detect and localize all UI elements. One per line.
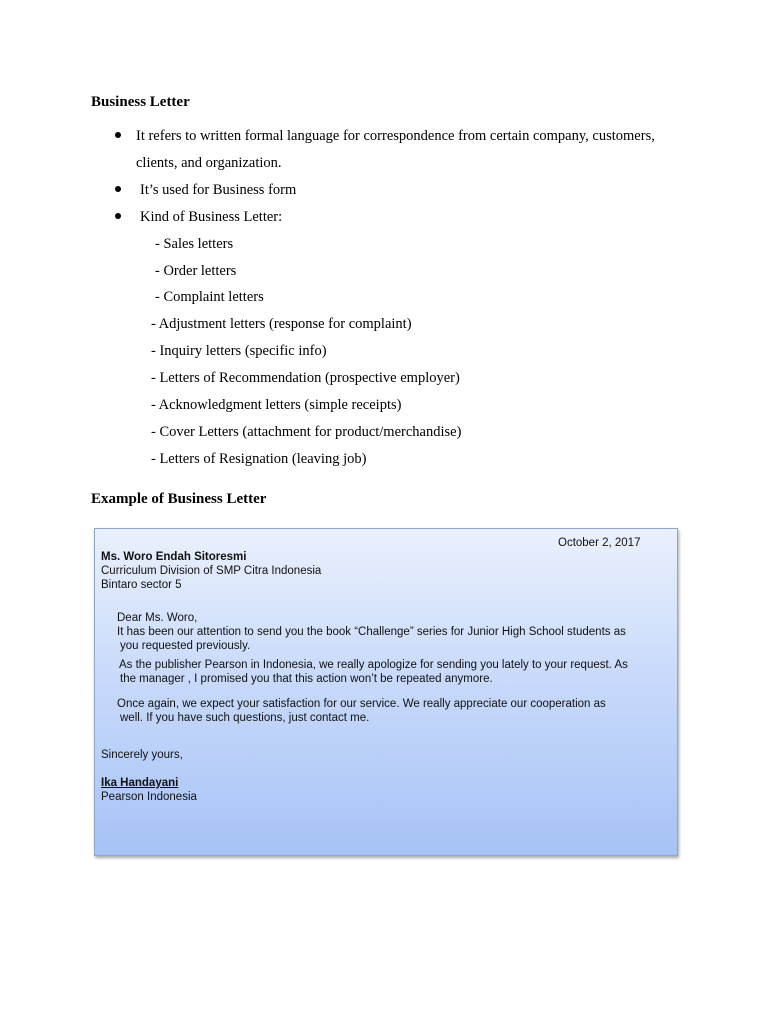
section-title-business-letter: Business Letter (91, 94, 190, 110)
paragraph-1-line-1: It has been our attention to send you the book “Challenge” series for Junior High School students as (117, 626, 626, 638)
bullet-2-text: It’s used for Business form (140, 182, 297, 198)
letter-date: October 2, 2017 (558, 537, 641, 549)
recipient-address: Bintaro sector 5 (101, 579, 182, 591)
bullet-1-line-2: clients, and organization. (136, 155, 282, 171)
paragraph-1-line-2: you requested previously. (120, 640, 251, 652)
signer-name: Ika Handayani (101, 777, 179, 789)
paragraph-3-line-2: well. If you have such questions, just contact me. (120, 712, 370, 724)
section-title-example: Example of Business Letter (91, 491, 267, 507)
paragraph-3-line-1: Once again, we expect your satisfaction for our service. We really appreciate our cooperation as (117, 698, 606, 710)
kind-item: - Complaint letters (155, 289, 264, 305)
recipient-name: Ms. Woro Endah Sitoresmi (101, 551, 247, 563)
bullet-icon (115, 213, 121, 219)
bullet-1-line-1: It refers to written formal language for correspondence from certain company, customers, (136, 128, 655, 144)
signer-company: Pearson Indonesia (101, 791, 197, 803)
business-letter-example (94, 528, 678, 856)
kind-item: - Adjustment letters (response for complaint) (151, 316, 412, 332)
kind-item: - Letters of Resignation (leaving job) (151, 451, 367, 467)
kind-item: - Order letters (155, 263, 237, 279)
recipient-division: Curriculum Division of SMP Citra Indonesia (101, 565, 322, 577)
paragraph-2-line-2: the manager , I promised you that this action won’t be repeated anymore. (120, 673, 493, 685)
kind-item: - Sales letters (155, 236, 234, 252)
salutation: Dear Ms. Woro, (117, 612, 198, 624)
bullet-icon (115, 186, 121, 192)
bullet-icon (115, 132, 121, 138)
kind-item: - Inquiry letters (specific info) (151, 343, 327, 359)
bullet-3-text: Kind of Business Letter: (140, 209, 283, 225)
kind-item: - Cover Letters (attachment for product/merchandise) (151, 424, 462, 440)
closing: Sincerely yours, (101, 749, 183, 761)
kind-item: - Acknowledgment letters (simple receipts) (151, 397, 402, 413)
paragraph-2-line-1: As the publisher Pearson in Indonesia, we really apologize for sending you lately to your request. As (119, 659, 628, 671)
kind-item: - Letters of Recommendation (prospective employer) (151, 370, 460, 386)
